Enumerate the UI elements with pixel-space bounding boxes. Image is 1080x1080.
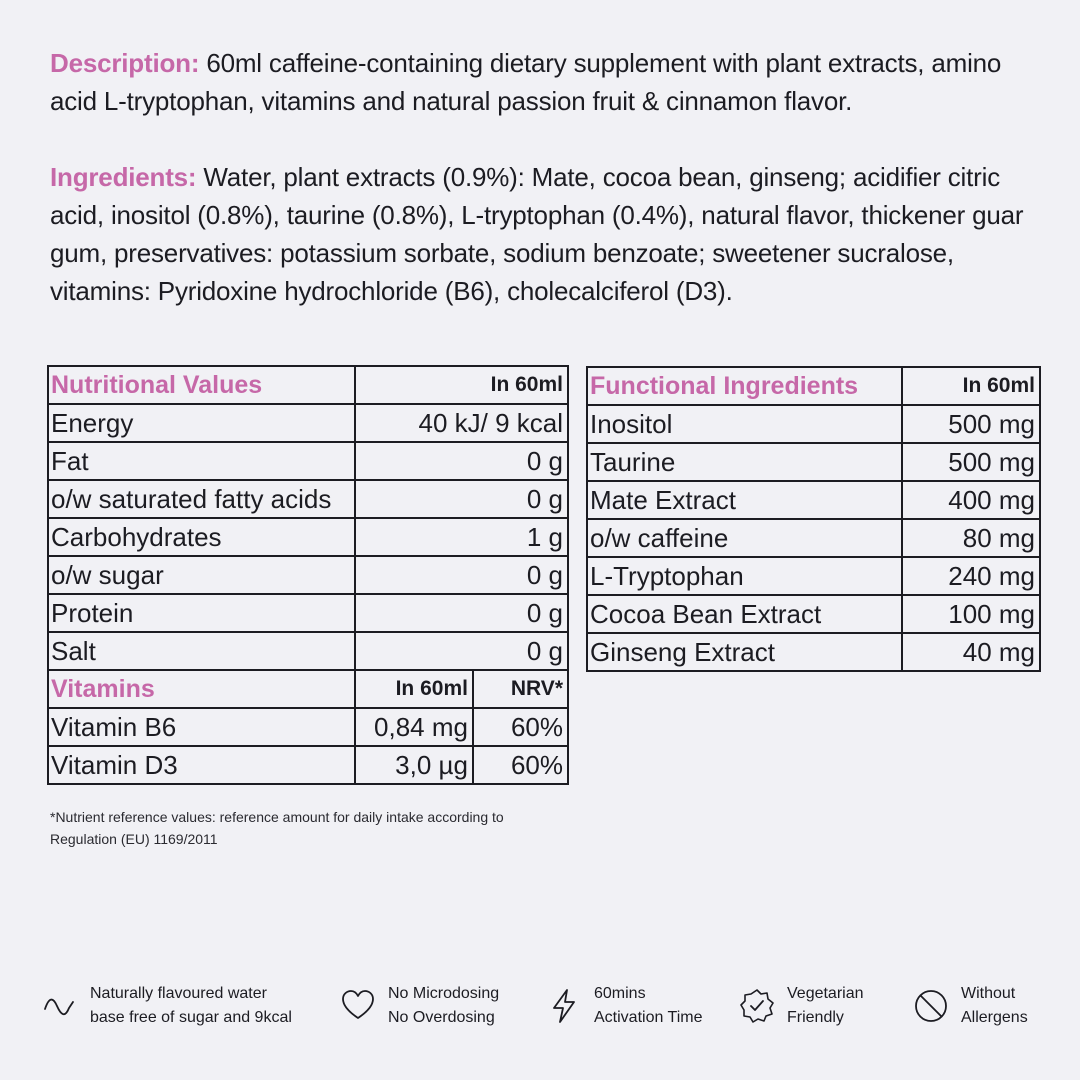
nutrient-value: 0 g — [355, 556, 568, 594]
ingredient-name: Mate Extract — [587, 481, 902, 519]
functional-title: Functional Ingredients — [587, 367, 902, 405]
feature-sugar-free — [42, 982, 292, 1030]
functional-ingredients-table — [586, 366, 1041, 672]
feature-line: Activation Time — [594, 1009, 703, 1026]
feature-line: base free of sugar and 9kcal — [90, 1009, 292, 1026]
ingredient-value: 400 mg — [902, 481, 1040, 519]
nutrient-value: 40 kJ/ 9 kcal — [355, 404, 568, 442]
nutrient-value: 0 g — [355, 480, 568, 518]
nutrition-title: Nutritional Values — [48, 366, 355, 404]
nutrition-table — [47, 365, 569, 785]
nutrition-header-row — [48, 366, 568, 404]
nutrient-name: Salt — [48, 632, 355, 670]
table-row — [48, 404, 568, 442]
nutrient-name: Protein — [48, 594, 355, 632]
table-row — [48, 442, 568, 480]
vitamin-name: Vitamin B6 — [48, 708, 355, 746]
feature-line: Allergens — [961, 1009, 1028, 1026]
vitamin-name: Vitamin D3 — [48, 746, 355, 784]
wave-icon — [42, 988, 78, 1024]
nutrition-column-header: In 60ml — [355, 366, 568, 404]
feature-line: No Overdosing — [388, 1009, 495, 1026]
ingredient-value: 500 mg — [902, 443, 1040, 481]
vitamins-header-row — [48, 670, 568, 708]
ingredient-name: Inositol — [587, 405, 902, 443]
nrv-footnote — [50, 806, 590, 850]
ingredient-value: 240 mg — [902, 557, 1040, 595]
ingredients-paragraph — [50, 158, 1040, 310]
feature-allergens — [913, 982, 1028, 1030]
nutrient-name: Fat — [48, 442, 355, 480]
table-row — [587, 557, 1040, 595]
vitamin-nrv: 60% — [473, 746, 568, 784]
table-row — [48, 556, 568, 594]
ingredient-value: 500 mg — [902, 405, 1040, 443]
table-row — [48, 594, 568, 632]
footnote-line: *Nutrient reference values: reference amount for daily intake according to — [50, 809, 504, 825]
ingredient-name: o/w caffeine — [587, 519, 902, 557]
nutrient-value: 1 g — [355, 518, 568, 556]
ingredient-value: 100 mg — [902, 595, 1040, 633]
description-text: 60ml caffeine-containing dietary supplement with plant extracts, amino acid L-tryptophan, vitamins and natural passion fruit & cinnamon flavor. — [50, 48, 1002, 116]
ingredient-name: Ginseng Extract — [587, 633, 902, 671]
nutrient-name: Energy — [48, 404, 355, 442]
feature-line: Vegetarian — [787, 985, 864, 1002]
table-row — [48, 746, 568, 784]
prohibited-icon — [913, 988, 949, 1024]
functional-column-header: In 60ml — [902, 367, 1040, 405]
nutrient-name: Carbohydrates — [48, 518, 355, 556]
table-row — [587, 519, 1040, 557]
feature-line: 60mins — [594, 985, 646, 1002]
table-row — [48, 518, 568, 556]
nutrient-value: 0 g — [355, 632, 568, 670]
table-row — [587, 595, 1040, 633]
vitamins-nrv-header: NRV* — [473, 670, 568, 708]
table-row — [587, 633, 1040, 671]
table-row — [587, 481, 1040, 519]
ingredient-name: L-Tryptophan — [587, 557, 902, 595]
feature-line: Without — [961, 985, 1016, 1002]
vitamins-title: Vitamins — [48, 670, 355, 708]
nutrient-name: o/w saturated fatty acids — [48, 480, 355, 518]
ingredient-value: 80 mg — [902, 519, 1040, 557]
nutrient-value: 0 g — [355, 594, 568, 632]
description-paragraph — [50, 44, 1040, 120]
verified-badge-icon — [739, 988, 775, 1024]
heart-icon — [340, 988, 376, 1024]
table-row — [48, 632, 568, 670]
ingredient-name: Taurine — [587, 443, 902, 481]
ingredients-text: Water, plant extracts (0.9%): Mate, cocoa bean, ginseng; acidifier citric acid, inositol (0.8%), taurine (0.8%), L-tryptophan (0.4%), natural flavor, thickener guar gum, preservatives: potassium sorbate, sodium benzoate; sweetener sucralose, vitamins: Pyridoxine hydrochloride (B6), cholecalciferol (D3). — [50, 162, 1024, 306]
feature-dosing — [340, 982, 499, 1030]
feature-activation — [546, 982, 702, 1030]
ingredient-value: 40 mg — [902, 633, 1040, 671]
vitamin-amount: 0,84 mg — [355, 708, 473, 746]
table-row — [48, 708, 568, 746]
nutrient-value: 0 g — [355, 442, 568, 480]
feature-line: Friendly — [787, 1009, 844, 1026]
footnote-line: Regulation (EU) 1169/2011 — [50, 831, 218, 847]
feature-vegetarian — [739, 982, 864, 1030]
ingredient-name: Cocoa Bean Extract — [587, 595, 902, 633]
table-row — [587, 405, 1040, 443]
table-row — [48, 480, 568, 518]
feature-line: Naturally flavoured water — [90, 985, 267, 1002]
vitamin-nrv: 60% — [473, 708, 568, 746]
vitamin-amount: 3,0 µg — [355, 746, 473, 784]
feature-line: No Microdosing — [388, 985, 500, 1002]
description-label: Description: — [50, 48, 200, 78]
ingredients-label: Ingredients: — [50, 162, 197, 192]
functional-header-row — [587, 367, 1040, 405]
lightning-icon — [546, 988, 582, 1024]
table-row — [587, 443, 1040, 481]
vitamins-amount-header: In 60ml — [355, 670, 473, 708]
nutrient-name: o/w sugar — [48, 556, 355, 594]
